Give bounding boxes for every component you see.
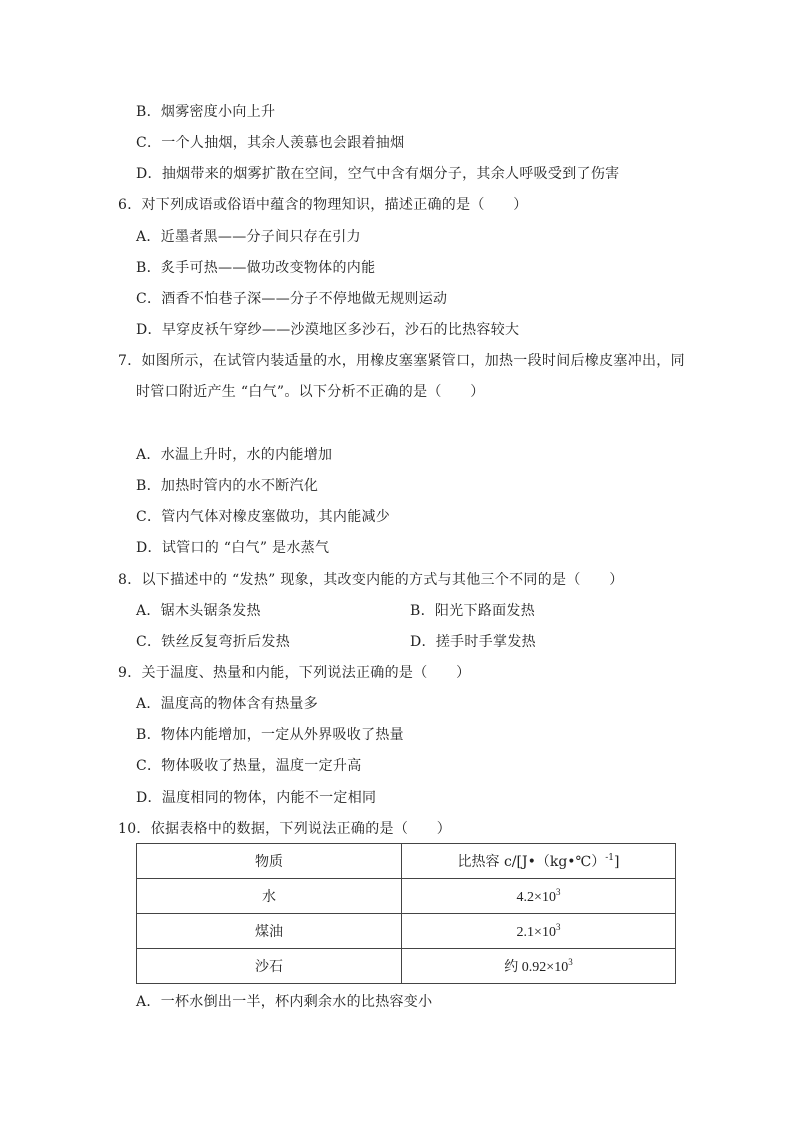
header-unit-close: ] [614, 854, 620, 870]
value-base: 2.1×10 [516, 924, 556, 940]
q8-option-a: A．锯木头锯条发热 [136, 603, 261, 619]
header-specific-heat [402, 844, 676, 879]
value-exponent: 3 [555, 886, 561, 897]
q6-option-a: A．近墨者黑——分子间只存在引力 [136, 229, 361, 245]
cell-substance: 沙石 [137, 949, 402, 984]
q8-option-b: B．阳光下路面发热 [410, 603, 535, 619]
table-row [137, 914, 676, 949]
value-prefix: 约 [504, 960, 522, 975]
table-header-row [137, 844, 676, 879]
table-row [137, 879, 676, 914]
cell-value [402, 914, 676, 949]
cell-value [402, 949, 676, 984]
q9-option-d: D．温度相同的物体，内能不一定相同 [136, 790, 377, 806]
q9-stem: 9．关于温度、热量和内能，下列说法正确的是（ ） [118, 665, 471, 681]
q8-option-d: D．搓手时手掌发热 [410, 634, 536, 650]
header-substance: 物质 [137, 844, 402, 879]
table-row [137, 949, 676, 984]
q9-option-b: B．物体内能增加，一定从外界吸收了热量 [136, 727, 404, 743]
q7-option-b: B．加热时管内的水不断汽化 [136, 478, 319, 494]
value-exponent: 3 [555, 921, 561, 932]
specific-heat-table [136, 843, 676, 984]
q5-option-d: D．抽烟带来的烟雾扩散在空间，空气中含有烟分子，其余人呼吸受到了伤害 [136, 166, 620, 182]
q7-option-d: D．试管口的 “白气” 是水蒸气 [136, 540, 330, 556]
header-specific-heat-label: 比热容 c/[J•（kg•℃） [457, 854, 606, 870]
q6-option-d: D．早穿皮袄午穿纱——沙漠地区多沙石，沙石的比热容较大 [136, 322, 520, 338]
q10-stem: 10．依据表格中的数据，下列说法正确的是（ ） [118, 821, 452, 837]
q7-stem-line2: 时管口附近产生 “白气”。以下分析不正确的是（ ） [136, 384, 485, 400]
value-exponent: 3 [568, 957, 573, 967]
q6-option-b: B．炙手可热——做功改变物体的内能 [136, 260, 376, 276]
q6-stem: 6．对下列成语或俗语中蕴含的物理知识，描述正确的是（ ） [118, 197, 528, 213]
header-unit-exponent: -1 [605, 853, 615, 863]
cell-substance: 煤油 [137, 914, 402, 949]
q7-option-c: C．管内气体对橡皮塞做功，其内能减少 [136, 509, 391, 525]
value-base: 0.92×10 [521, 960, 569, 975]
q6-option-c: C．酒香不怕巷子深——分子不停地做无规则运动 [136, 291, 448, 307]
q5-option-c: C．一个人抽烟，其余人羡慕也会跟着抽烟 [136, 135, 405, 151]
q8-stem: 8．以下描述中的 “发热” 现象，其改变内能的方式与其他三个不同的是（ ） [118, 572, 624, 588]
q7-option-a: A．水温上升时，水的内能增加 [136, 447, 333, 463]
q8-option-c: C．铁丝反复弯折后发热 [136, 634, 291, 650]
q7-stem-line1: 7．如图所示，在试管内装适量的水，用橡皮塞塞紧管口，加热一段时间后橡皮塞冲出，同 [118, 353, 685, 369]
value-base: 4.2×10 [516, 889, 556, 905]
q9-option-a: A．温度高的物体含有热量多 [136, 696, 319, 712]
q5-option-b: B．烟雾密度小向上升 [136, 104, 276, 120]
cell-value [402, 879, 676, 914]
cell-substance: 水 [137, 879, 402, 914]
q9-option-c: C．物体吸收了热量，温度一定升高 [136, 758, 362, 774]
q10-option-a: A．一杯水倒出一半，杯内剩余水的比热容变小 [136, 994, 433, 1010]
